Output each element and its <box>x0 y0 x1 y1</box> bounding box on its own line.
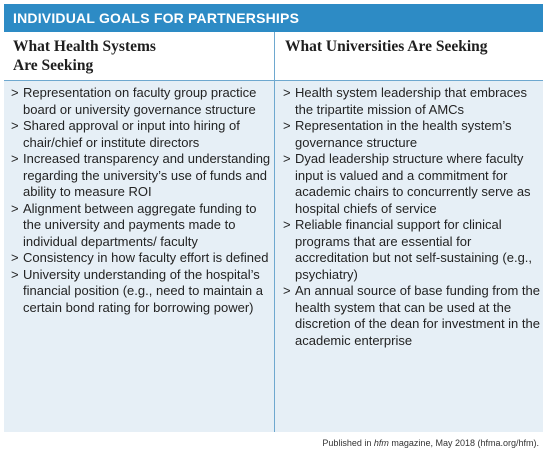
bullet-marker: > <box>283 118 291 133</box>
bullet-marker: > <box>11 151 19 166</box>
list-item-text: Alignment between aggregate funding to the university and payments made to individual departments/ faculty <box>23 200 257 249</box>
list-item-text: Shared approval or input into hiring of chair/chief or institute directors <box>23 118 240 150</box>
list-item <box>11 151 273 201</box>
bullet-marker: > <box>283 151 291 166</box>
table-title: INDIVIDUAL GOALS FOR PARTNERSHIPS <box>4 4 543 32</box>
universities-goals-list <box>283 85 541 349</box>
list-item-text: Representation on faculty group practice board or university governance structure <box>23 85 257 117</box>
bullet-marker: > <box>11 250 19 265</box>
list-item-text: Consistency in how faculty effort is defined <box>23 250 269 265</box>
list-item <box>11 118 273 151</box>
publication-credit <box>322 438 539 448</box>
health-systems-column-header <box>13 37 263 75</box>
list-item <box>283 283 541 349</box>
list-item-text: Dyad leadership structure where faculty input is valued and a commitment for academic chairs to concurrently serve as hospital chiefs of service <box>295 151 531 216</box>
credit-prefix: Published in <box>322 438 374 448</box>
bullet-marker: > <box>283 85 291 100</box>
health-systems-header-line1: What Health Systems <box>13 38 156 55</box>
bullet-marker: > <box>283 283 291 298</box>
universities-column-header: What Universities Are Seeking <box>285 38 488 55</box>
list-item-text: An annual source of base funding from the health system that can be used at the discretion of the dean for investment in the academic enterprise <box>295 283 540 348</box>
list-item <box>11 201 273 251</box>
list-item-text: Reliable financial support for clinical programs that are essential for accreditation but not self-sustaining (e.g., psychiatry) <box>295 217 533 282</box>
column-divider <box>274 32 275 432</box>
credit-suffix: magazine, May 2018 (hfma.org/hfm). <box>388 438 539 448</box>
list-item <box>283 85 541 118</box>
list-item-text: Increased transparency and understanding regarding the university’s use of funds and ability to measure ROI <box>23 151 271 199</box>
health-systems-header-line2: Are Seeking <box>13 57 94 74</box>
list-item-text: Health system leadership that embraces the tripartite mission of AMCs <box>295 85 527 117</box>
list-item-text: Representation in the health system’s governance structure <box>295 118 512 150</box>
list-item <box>283 118 541 151</box>
list-item <box>283 151 541 217</box>
credit-magazine: hfm <box>373 438 389 448</box>
bullet-marker: > <box>11 266 19 282</box>
bullet-marker: > <box>283 217 291 232</box>
list-item <box>283 217 541 283</box>
list-item-text: University understanding of the hospital’s financial position (e.g., need to maintain a certain bond rating for borrowing power) <box>23 266 263 315</box>
bullet-marker: > <box>11 200 19 216</box>
list-item <box>11 250 273 267</box>
bullet-marker: > <box>11 118 19 133</box>
list-item <box>11 267 273 317</box>
partnership-goals-table <box>4 4 543 432</box>
health-systems-goals-list <box>11 85 273 316</box>
list-item <box>11 85 273 118</box>
bullet-marker: > <box>11 85 19 100</box>
